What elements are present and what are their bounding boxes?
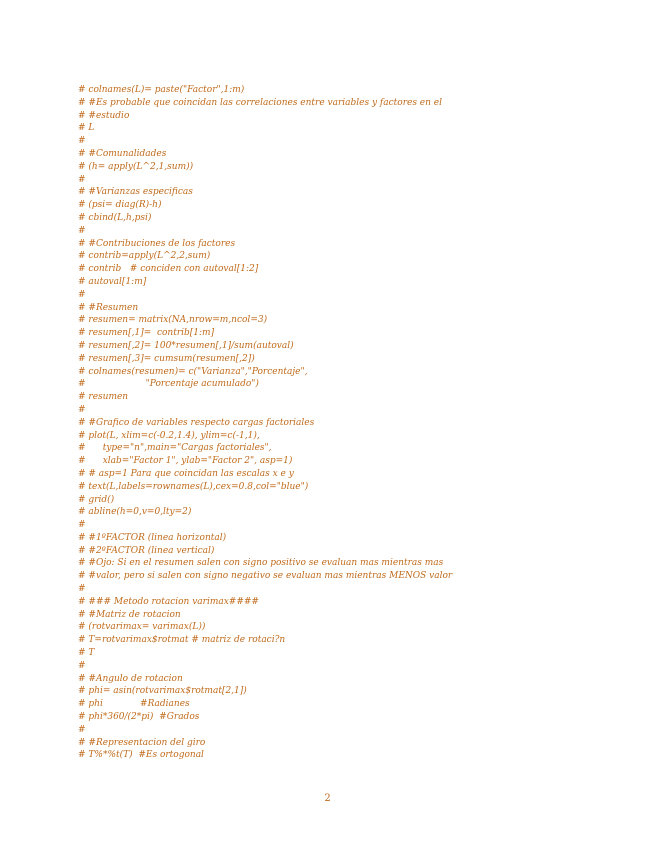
code-line: # xlab="Factor 1", ylab="Factor 2", asp=1) bbox=[78, 456, 293, 467]
code-line: # #Contribuciones de los factores bbox=[78, 238, 236, 249]
code-line: # bbox=[78, 520, 86, 531]
code-line: # #Varianzas especificas bbox=[78, 187, 193, 198]
code-line: # phi*360/(2*pi) #Grados bbox=[78, 712, 200, 723]
code-line: # (h= apply(L^2,1,sum)) bbox=[78, 161, 194, 172]
code-line: # colnames(resumen)= c("Varianza","Porcentaje", bbox=[78, 366, 308, 377]
code-line: # grid() bbox=[78, 494, 115, 505]
code-line: # abline(h=0,v=0,lty=2) bbox=[78, 507, 192, 518]
code-line: # T bbox=[78, 648, 95, 659]
code-line: # #Es probable que coincidan las correlaciones entre variables y factores en el bbox=[78, 97, 442, 108]
code-line: # ### Metodo rotacion varimax#### bbox=[78, 596, 259, 607]
code-line: # resumen[,1]= contrib[1:m] bbox=[78, 328, 215, 339]
code-line: # #1ºFACTOR (linea horizontal) bbox=[78, 532, 227, 543]
code-line: # #Ojo: Si en el resumen salen con signo positivo se evaluan mas mientras mas bbox=[78, 558, 444, 569]
code-block bbox=[78, 84, 638, 762]
code-line: # bbox=[78, 289, 86, 300]
code-line: # #Representacion del giro bbox=[78, 737, 206, 748]
code-line: # #Resumen bbox=[78, 302, 139, 313]
code-line: # bbox=[78, 660, 86, 671]
code-line: # cbind(L,h,psi) bbox=[78, 212, 152, 223]
code-line: # bbox=[78, 404, 86, 415]
code-line: # contrib=apply(L^2,2,sum) bbox=[78, 251, 211, 262]
code-line: # phi #Radianes bbox=[78, 699, 190, 710]
code-line: # T%*%t(T) #Es ortogonal bbox=[78, 750, 204, 761]
code-line: # contrib # conciden con autoval[1:2] bbox=[78, 264, 259, 275]
code-line: # phi= asin(rotvarimax$rotmat[2,1]) bbox=[78, 686, 247, 697]
code-line: # bbox=[78, 584, 86, 595]
page-number: 2 bbox=[324, 793, 331, 804]
code-line: # bbox=[78, 724, 86, 735]
code-line: # (psi= diag(R)-h) bbox=[78, 200, 162, 211]
code-line: # autoval[1:m] bbox=[78, 276, 147, 287]
code-line: # bbox=[78, 225, 86, 236]
code-line: # #Grafico de variables respecto cargas factoriales bbox=[78, 417, 315, 428]
code-line: # resumen= matrix(NA,nrow=m,ncol=3) bbox=[78, 315, 268, 326]
code-line: # #Matriz de rotacion bbox=[78, 609, 181, 620]
code-line: # resumen bbox=[78, 392, 129, 403]
code-line: # #valor, pero si salen con signo negativo se evaluan mas mientras MENOS valor bbox=[78, 571, 453, 582]
code-line: # #2ºFACTOR (linea vertical) bbox=[78, 545, 215, 556]
code-line: # (rotvarimax= varimax(L)) bbox=[78, 622, 206, 633]
code-line: # colnames(L)= paste("Factor",1:m) bbox=[78, 85, 245, 95]
code-line: # L bbox=[78, 123, 95, 134]
code-line: # # asp=1 Para que coincidan las escalas x e y bbox=[78, 468, 294, 479]
code-line: # "Porcentaje acumulado") bbox=[78, 379, 259, 390]
code-line: # #Angulo de rotacion bbox=[78, 673, 183, 684]
code-line: # type="n",main="Cargas factoriales", bbox=[78, 443, 272, 454]
code-line: # #estudio bbox=[78, 110, 130, 121]
code-line: # text(L,labels=rownames(L),cex=0.8,col="blue") bbox=[78, 481, 309, 492]
code-line: # bbox=[78, 174, 86, 185]
code-line: # plot(L, xlim=c(-0.2,1.4), ylim=c(-1,1), bbox=[78, 430, 260, 441]
code-line: # bbox=[78, 136, 86, 147]
code-line: # #Comunalidades bbox=[78, 148, 167, 159]
code-line: # resumen[,3]= cumsum(resumen[,2]) bbox=[78, 353, 255, 364]
code-line: # T=rotvarimax$rotmat # matriz de rotaci?n bbox=[78, 635, 286, 646]
code-line: # resumen[,2]= 100*resumen[,1]/sum(autoval) bbox=[78, 340, 294, 351]
